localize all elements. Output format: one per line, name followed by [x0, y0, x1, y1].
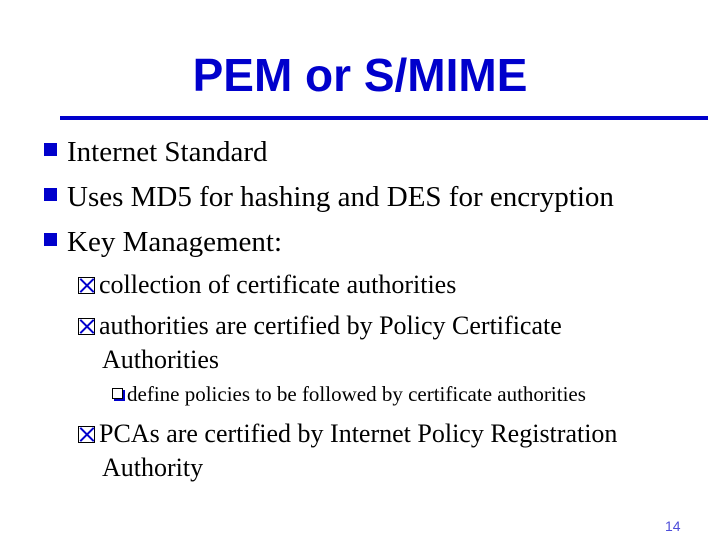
sub-bullet-pcas — [78, 417, 617, 485]
square-bullet-icon — [44, 143, 57, 156]
x-box-bullet-icon — [78, 318, 95, 335]
sub-bullet-policy-certificate — [78, 309, 562, 377]
square-bullet-icon — [44, 188, 57, 201]
x-box-bullet-icon — [78, 426, 95, 443]
bullet-key-management — [44, 228, 282, 257]
bullet-md5-des — [44, 183, 614, 212]
square-bullet-icon — [44, 233, 57, 246]
sub-bullet-text-continued: Authority — [102, 453, 204, 482]
sub-sub-bullet-define-policies — [112, 384, 586, 405]
sub-bullet-text: PCAs are certified by Internet Policy Registration — [99, 419, 618, 448]
sub-bullet-collection — [78, 268, 456, 302]
sub-bullet-text: collection of certificate authorities — [99, 270, 457, 299]
bullet-text: Uses MD5 for hashing and DES for encryption — [67, 181, 614, 213]
bullet-text: Key Management: — [67, 226, 283, 258]
x-box-bullet-icon — [78, 277, 95, 294]
bullet-internet-standard — [44, 138, 268, 167]
slide-title: PEM or S/MIME — [192, 49, 528, 101]
sub-bullet-text-continued: Authorities — [102, 345, 219, 374]
sub-bullet-text: authorities are certified by Policy Certificate — [99, 311, 562, 340]
bullet-text: Internet Standard — [67, 136, 268, 168]
title-underline — [60, 116, 708, 120]
sub-sub-bullet-text: define policies to be followed by certificate authorities — [127, 382, 586, 406]
page-number: 14 — [665, 518, 681, 534]
hollow-square-bullet-icon — [112, 388, 123, 399]
